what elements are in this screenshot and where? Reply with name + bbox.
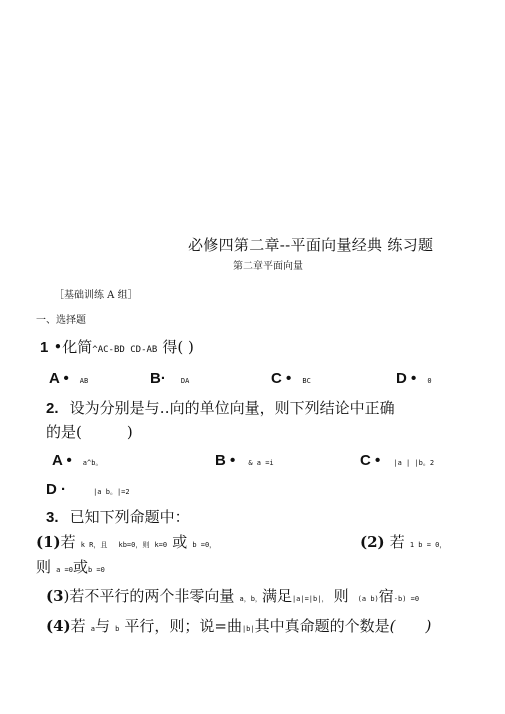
- q3-p3-end: -b) =0: [393, 595, 420, 603]
- q3-p3-label: (3: [46, 587, 64, 605]
- q2-line-1: 设为分别是与‥向的单位向量，则下列结论中正确: [69, 399, 395, 417]
- q3-p4-abs: |b|: [241, 625, 255, 633]
- q2-option-b-label: B •: [215, 452, 236, 469]
- q2-number: 2.: [46, 400, 59, 417]
- q2-option-c: [360, 452, 434, 468]
- q3-p3-expr: (a b): [357, 595, 379, 603]
- q3-p1-kb: kb=0，则: [118, 541, 150, 549]
- document-title: 必修四第二章--平面向量经典 练习题: [188, 236, 434, 254]
- q3-p2-a0: a =0: [56, 566, 73, 574]
- question-2: [46, 400, 395, 416]
- q3-proposition-2-cont: [36, 559, 105, 575]
- q2-option-d-label: D ·: [46, 481, 66, 498]
- q3-p2-b0: b =0: [87, 566, 105, 574]
- q2-option-a-label: A •: [52, 452, 72, 469]
- q3-p3-mid: 宿: [378, 587, 394, 605]
- q1-expression: ^AC-BD CD-AB: [92, 345, 158, 355]
- q1-option-b-text: DA: [180, 377, 190, 385]
- q3-p1-or: 或: [172, 533, 188, 551]
- q3-p4-a: a: [90, 625, 95, 633]
- q3-p2-cond: 1 b = 0，: [409, 541, 447, 549]
- q1-prefix: •化简: [53, 338, 93, 356]
- q3-p3-then: 则: [333, 587, 349, 605]
- q1-option-a-label: A •: [49, 370, 69, 387]
- q3-p2-if: 若: [389, 533, 405, 551]
- q1-option-c-label: C •: [271, 370, 292, 387]
- q1-option-d-text: 0: [427, 377, 432, 385]
- document-subtitle: 第二章平面向量: [233, 261, 303, 272]
- q1-option-c-text: BC: [302, 377, 311, 385]
- q3-p2-then: 则: [36, 558, 52, 576]
- q1-option-b-label: B·: [150, 370, 166, 387]
- q1-option-a-text: AB: [79, 377, 89, 385]
- q3-p4-with: 与: [94, 617, 110, 635]
- q3-p3-sat: 满足: [261, 587, 292, 605]
- q3-p2-label: (2): [360, 533, 385, 551]
- q1-option-a: [49, 370, 88, 386]
- q3-proposition-4: [46, 618, 431, 634]
- q3-p1-if: 若: [60, 533, 76, 551]
- q3-intro: 已知下列命题中：: [69, 508, 190, 526]
- q3-p3-ab: a，b，: [239, 595, 262, 603]
- q2-option-c-label: C •: [360, 452, 381, 469]
- q3-p2-or: 或: [72, 558, 88, 576]
- q2-option-d-text: |a b。|=2: [93, 488, 130, 496]
- q1-suffix: 得( ): [162, 338, 194, 356]
- q3-proposition-2: [360, 534, 446, 550]
- q3-p3-text: )若不平行的两个非零向量: [63, 587, 235, 605]
- q3-p3-cond: |a|=|b|，: [291, 595, 329, 603]
- question-1: [40, 339, 194, 355]
- section-heading: 一、选择题: [36, 315, 86, 326]
- q2-line-2: 的是( ): [46, 423, 133, 441]
- q3-p1-label: (1): [36, 533, 61, 551]
- q3-proposition-1: [36, 534, 216, 550]
- q3-number: 3.: [46, 509, 59, 526]
- q1-number: 1: [40, 339, 49, 356]
- q2-option-d: [46, 481, 130, 497]
- q1-option-d-label: D •: [396, 370, 417, 387]
- q3-p4-end: 其中真命题的个数是: [254, 617, 390, 635]
- q3-p4-b: b: [115, 625, 120, 633]
- q3-p4-rest: 平行，则；说=曲: [124, 617, 242, 635]
- question-3: [46, 509, 190, 525]
- q3-p1-b0: b =0，: [192, 541, 217, 549]
- q2-option-a-text: a^b。: [82, 459, 103, 467]
- q2-option-a: [52, 452, 102, 468]
- group-label: ［基础训练 A 组］: [54, 290, 138, 301]
- q2-option-c-text: |a | |b。2: [393, 459, 435, 467]
- q3-p1-k: k R，且: [80, 541, 108, 549]
- q3-p4-if: 若: [70, 617, 86, 635]
- q1-option-c: [271, 370, 311, 386]
- q3-p4-paren: ( ): [389, 617, 432, 635]
- q1-option-b: [150, 370, 189, 386]
- q1-option-d: [396, 370, 432, 386]
- q2-option-b: [215, 452, 274, 468]
- q3-p4-label: (4): [46, 617, 71, 635]
- q3-p1-k0: k=0: [154, 541, 168, 549]
- q2-option-b-text: & a =i: [248, 459, 274, 467]
- q3-proposition-3: [46, 588, 419, 604]
